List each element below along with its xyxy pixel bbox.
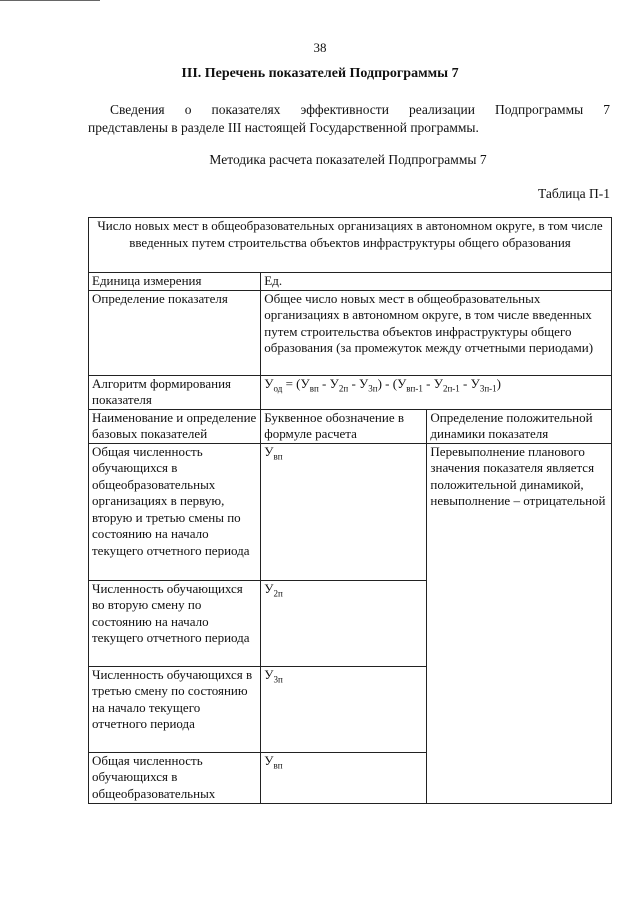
intro-paragraph [88, 101, 610, 137]
base-indicator-name: Общая численность обучающихся в общеобразовательных организациях в первую, вторую и третью смены по состоянию на начало текущего отчетного периода [89, 443, 261, 580]
page-number: 38 [313, 40, 327, 55]
algorithm-formula: $У_{од} = (У_{вп} - У_{2п} - У_{3п}) - (У_{вп-1} - У_{2п-1} - У_{3п-1})$ [261, 375, 612, 409]
intro-line-2: представлены в разделе III настоящей Государственной программы. [88, 120, 479, 135]
algorithm-row [89, 375, 612, 409]
base-indicator-name: Численность обучающихся в третью смену по состоянию на начало текущего отчетного периода [89, 666, 261, 752]
unit-label: Единица измерения [89, 273, 261, 291]
section-heading: III. Перечень показателей Подпрограммы 7 [181, 66, 459, 81]
header-symbol: Буквенное обозначение в формуле расчета [261, 409, 427, 443]
intro-line-1: Сведения о показателях эффективности реализации Подпрограммы 7 [110, 102, 610, 117]
algorithm-label: Алгоритм формирования показателя [89, 375, 261, 409]
base-indicator-symbol: $У_{вп}$ [261, 752, 427, 803]
base-indicator-name: Численность обучающихся во вторую смену по состоянию на начало текущего отчетного периода [89, 580, 261, 666]
indicator-title: Число новых мест в общеобразовательных организациях в автономном округе, в том числе введенных путем строительства объектов инфраструктуры общего образования [89, 218, 612, 273]
table-row [89, 443, 612, 580]
definition-value: Общее число новых мест в общеобразовательных организациях в автономном округе, в том числе введенных путем строительства объектов инфраструктуры общего образования (за промежуток между отчетными периодами) [261, 290, 612, 375]
base-indicators-header-row [89, 409, 612, 443]
base-indicator-symbol: $У_{2п}$ [261, 580, 427, 666]
table-title-row [89, 218, 612, 273]
unit-value: Ед. [261, 273, 612, 291]
header-name: Наименование и определение базовых показателей [89, 409, 261, 443]
table-label: Таблица П-1 [538, 186, 610, 201]
definition-label: Определение показателя [89, 290, 261, 375]
indicator-table [88, 217, 612, 804]
base-indicator-name: Общая численность обучающихся в общеобразовательных [89, 752, 261, 803]
base-indicator-symbol: $У_{вп}$ [261, 443, 427, 580]
definition-row [89, 290, 612, 375]
unit-row [89, 273, 612, 291]
corner-rule [0, 0, 100, 4]
methodology-subheading: Методика расчета показателей Подпрограммы 7 [209, 152, 487, 167]
positive-dynamics-definition: Перевыполнение планового значения показателя является положительной динамикой, невыполнение – отрицательной [427, 443, 612, 803]
header-dynamics: Определение положительной динамики показателя [427, 409, 612, 443]
base-indicator-symbol: $У_{3п}$ [261, 666, 427, 752]
